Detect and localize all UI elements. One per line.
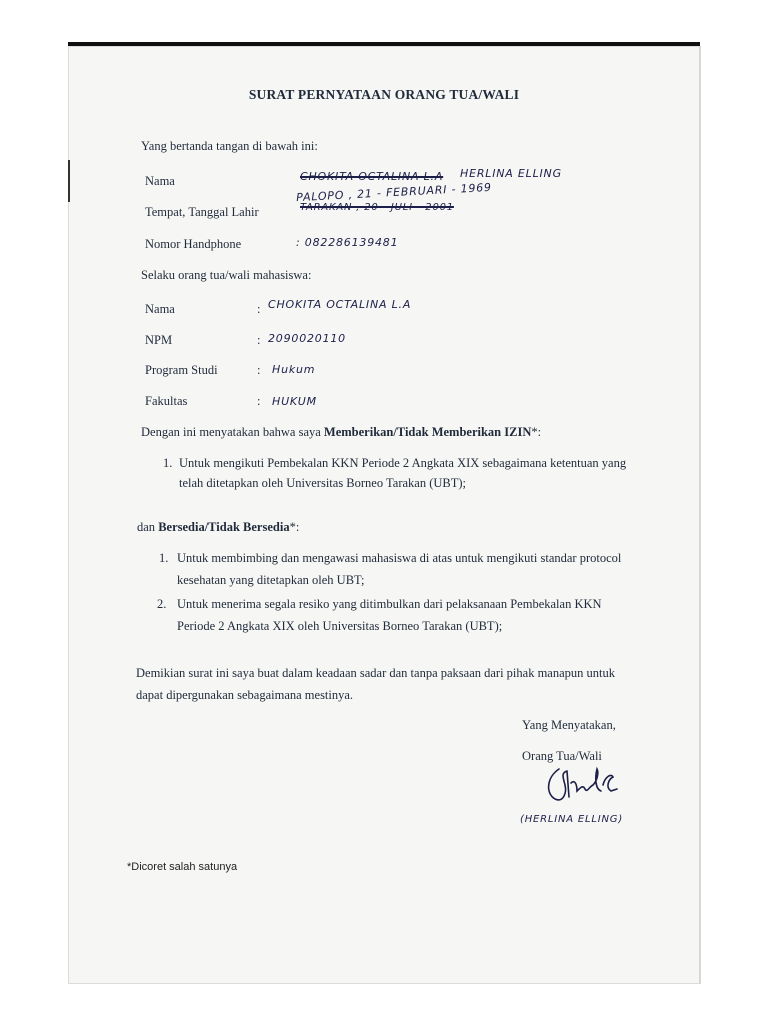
parent-hp-label: Nomor Handphone xyxy=(145,237,242,251)
paper-left-mark xyxy=(68,160,70,202)
bersedia-item-num: 2. xyxy=(157,597,167,611)
izin-item-line1: Untuk mengikuti Pembekalan KKN Periode 2 Angkata XIX sebagaimana ketentuan yang xyxy=(179,456,627,470)
fakultas-label: Fakultas xyxy=(145,394,188,408)
student-intro-text: Selaku orang tua/wali mahasiswa: xyxy=(141,268,312,282)
bersedia-line xyxy=(137,520,299,535)
izin-item-line2: telah ditetapkan oleh Universitas Borneo Tarakan (UBT); xyxy=(179,476,466,490)
scan-top-margin xyxy=(0,0,768,44)
student-name-label: Nama xyxy=(145,302,175,316)
parent-name-crossed: CHOKITA OCTALINA L.A xyxy=(300,170,444,183)
statement-bold: Memberikan/Tidak Memberikan IZIN xyxy=(323,425,532,439)
signature-scribble xyxy=(537,763,637,818)
intro-text: Yang bertanda tangan di bawah ini: xyxy=(141,139,318,153)
student-name-value: CHOKITA OCTALINA L.A xyxy=(268,298,412,311)
handwritten-signature-icon xyxy=(537,763,637,813)
statement-prefix: Dengan ini menyatakan bahwa saya xyxy=(141,425,324,439)
footnote: *Dicoret salah satunya xyxy=(127,861,238,873)
closing-line1: Demikian surat ini saya buat dalam keadaan sadar dan tanpa paksaan dari pihak manapun untuk xyxy=(136,666,615,680)
prodi-label: Program Studi xyxy=(145,363,218,377)
npm-label: NPM xyxy=(145,333,173,347)
bersedia-item-line1: Untuk menerima segala resiko yang ditimbulkan dari pelaksanaan Pembekalan KKN xyxy=(177,597,602,611)
fakultas-value: HUKUM xyxy=(272,395,317,408)
prodi-value: Hukum xyxy=(272,363,316,376)
paper-right-edge xyxy=(699,46,701,984)
bersedia-prefix: dan xyxy=(137,520,159,534)
document-title: SURAT PERNYATAAN ORANG TUA/WALI xyxy=(248,87,520,102)
bersedia-bold: Bersedia/Tidak Bersedia xyxy=(158,520,290,534)
parent-hp-value: : 082286139481 xyxy=(296,236,399,249)
parent-ttl-value: PALOPO , 21 - FEBRUARI - 1969 xyxy=(295,180,493,205)
signed-name: (HERLINA ELLING) xyxy=(520,814,624,825)
statement-suffix: *: xyxy=(531,425,542,439)
fakultas-colon: : xyxy=(257,394,261,408)
izin-item-num: 1. xyxy=(163,456,173,470)
bersedia-item-line1: Untuk membimbing dan mengawasi mahasiswa di atas untuk mengikuti standar protocol xyxy=(177,551,622,565)
parent-ttl-label: Tempat, Tanggal Lahir xyxy=(145,205,259,219)
orang-tua-wali: Orang Tua/Wali xyxy=(522,749,602,763)
bersedia-item-num: 1. xyxy=(159,551,169,565)
bersedia-item-line2: Periode 2 Angkata XIX oleh Universitas Borneo Tarakan (UBT); xyxy=(177,619,503,633)
npm-colon: : xyxy=(257,333,261,347)
yang-menyatakan: Yang Menyatakan, xyxy=(522,718,616,732)
statement-line xyxy=(141,425,541,440)
npm-value: 2090020110 xyxy=(268,332,346,345)
student-name-colon: : xyxy=(257,302,261,316)
bersedia-suffix: *: xyxy=(289,520,300,534)
parent-ttl-crossed: TARAKAN , 20 - JULI - 2001 xyxy=(300,202,454,213)
parent-name-label: Nama xyxy=(145,174,175,188)
bersedia-item-line2: kesehatan yang ditetapkan oleh UBT; xyxy=(177,573,365,587)
parent-name-value: HERLINA ELLING xyxy=(460,167,562,180)
closing-line2: dapat dipergunakan sebagaimana mestinya. xyxy=(136,688,354,702)
prodi-colon: : xyxy=(257,363,261,377)
